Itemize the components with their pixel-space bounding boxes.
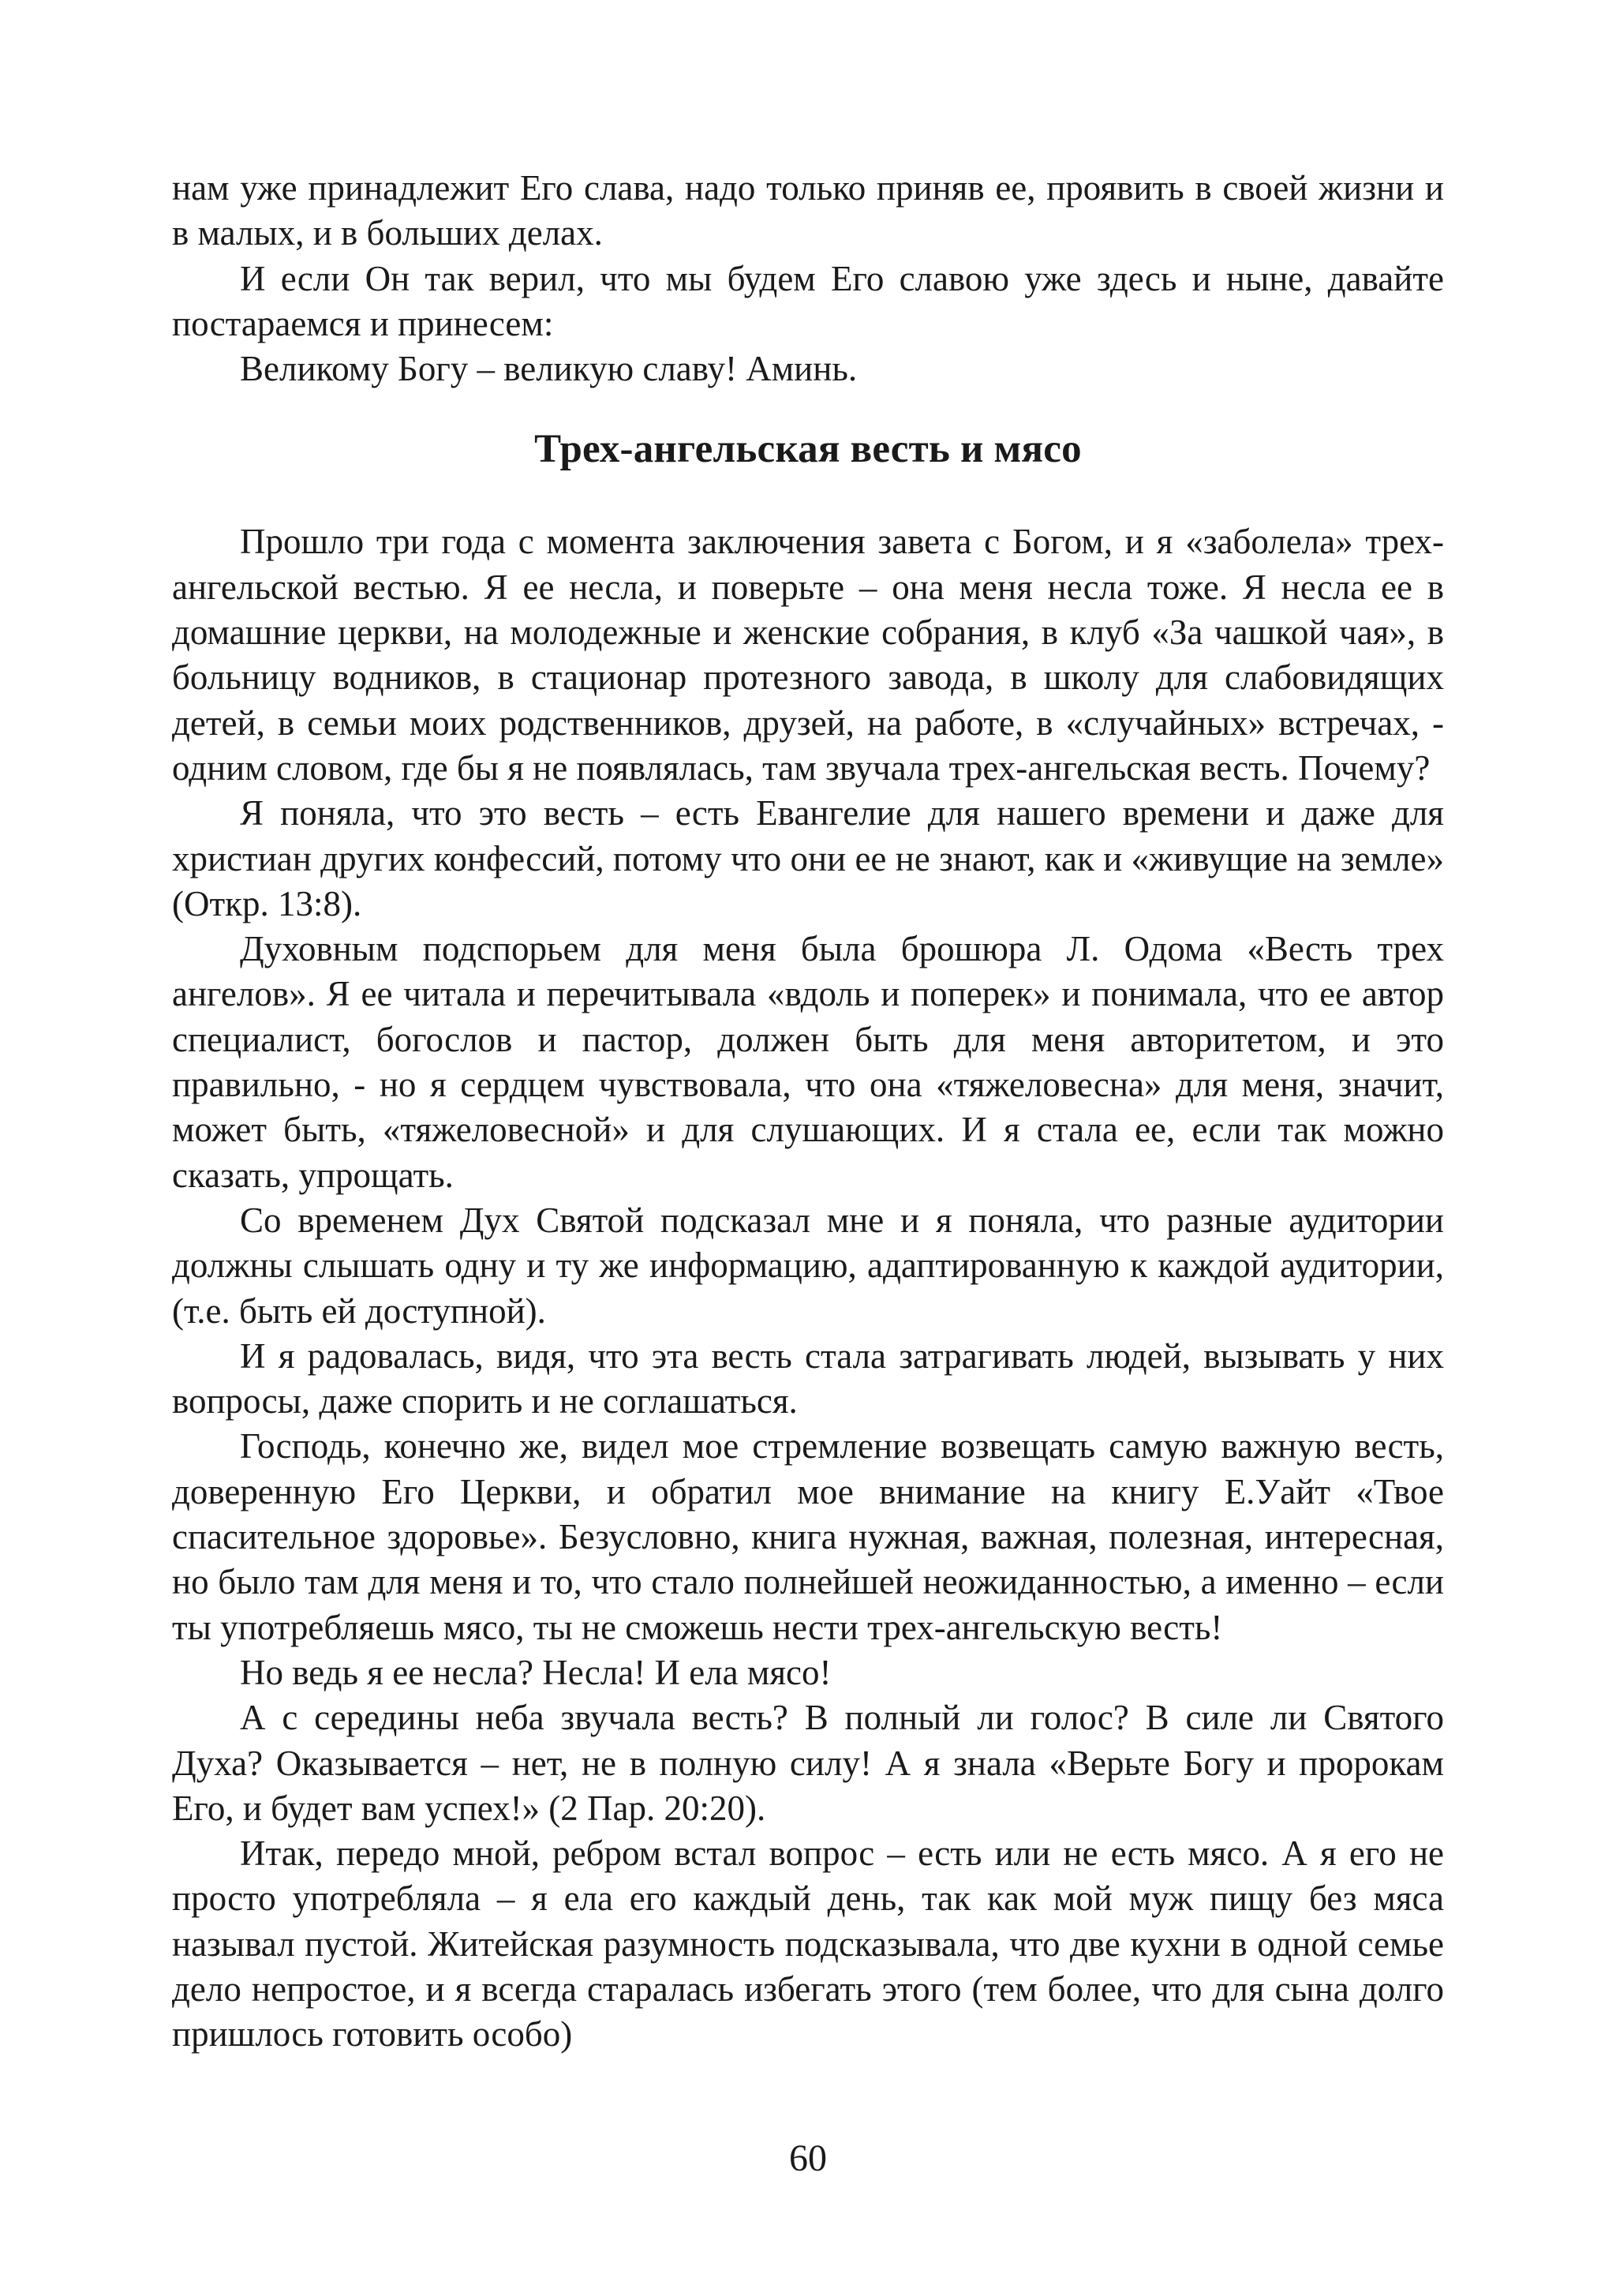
paragraph: Прошло три года с момента заключения завета с Богом, и я «заболела» трех-ангельской вестью. Я ее несла, и поверьте – она меня несла тоже. Я несла ее в домашние церкви, на молодежные и женские собрания, в клуб «За чашкой чая», в больницу водников, в стационар протезного завода, в школу для слабовидящих детей, в семьи моих родственников, друзей, на работе, в «случайных» встречах, - одним словом, где бы я не появлялась, там звучала трех-ангельская весть. Почему? (172, 522, 1444, 788)
paragraph-continued: нам уже принадлежит Его слава, надо только приняв ее, проявить в своей жизни и в малых, и в больших делах. (172, 168, 1444, 253)
paragraph: Господь, конечно же, видел мое стремление возвещать самую важную весть, доверенную Его Церкви, и обратил мое внимание на книгу Е.Уайт «Твое спасительное здоровье». Безусловно, книга нужная, важная, полезная, интересная, но было там для меня и то, что стало полнейшей неожиданностью, а именно – если ты употребляешь мясо, ты не сможешь нести трех-ангельскую весть! (172, 1426, 1444, 1647)
paragraph: И я радовалась, видя, что эта весть стала затрагивать людей, вызывать у них вопросы, даже спорить и не соглашаться. (172, 1335, 1444, 1421)
paragraph: Великому Богу – великую славу! Аминь. (240, 349, 858, 389)
paragraph: А с середины неба звучала весть? В полный ли голос? В силе ли Святого Духа? Оказывается – нет, не в полную силу! А я знала «Верьте Богу и пророкам Его, и будет вам успех!» (2 Пар. 20:20). (172, 1698, 1444, 1828)
paragraph: Духовным подспорьем для меня была брошюра Л. Одома «Весть трех ангелов». Я ее читала и перечитывала «вдоль и поперек» и понимала, что ее автор специалист, богослов и пастор, должен быть для меня авторитетом, и это правильно, - но я сердцем чувствовала, что она «тяжеловесна» для меня, значит, может быть, «тяжеловесной» и для слушающих. И я стала ее, если так можно сказать, упрощать. (172, 929, 1444, 1195)
paragraph: Но ведь я ее несла? Несла! И ела мясо! (240, 1652, 832, 1692)
page-number: 60 (789, 2137, 827, 2179)
paragraph: Я поняла, что это весть – есть Евангелие для нашего времени и даже для христиан других конфессий, потому что они ее не знают, как и «живущие на земле» (Откр. 13:8). (172, 793, 1444, 923)
paragraph: Итак, передо мной, ребром встал вопрос – есть или не есть мясо. А я его не просто употребляла – я ела его каждый день, так как мой муж пищу без мяса называл пустой. Житейская разумность подсказывала, что две кухни в одной семье дело непростое, и я всегда старалась избегать этого (тем более, что для сына долго пришлось готовить особо) (172, 1833, 1444, 2054)
paragraph: Со временем Дух Святой подсказал мне и я поняла, что разные аудитории должны слышать одну и ту же информацию, адаптированную к каждой аудитории, (т.е. быть ей доступной). (172, 1200, 1444, 1331)
section-title: Трех-ангельская весть и мясо (534, 427, 1082, 472)
page-body (172, 166, 1444, 2058)
paragraph: И если Он так верил, что мы будем Его славою уже здесь и ныне, давайте постараемся и принесем: (172, 258, 1444, 343)
